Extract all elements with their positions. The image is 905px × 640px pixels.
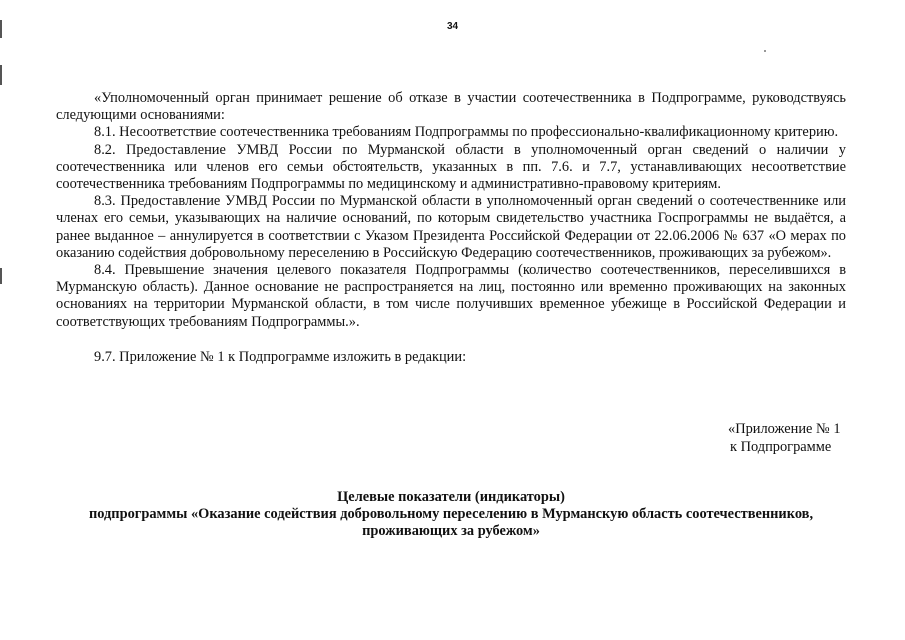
- section-heading: [56, 489, 846, 540]
- page-number: 34: [446, 21, 459, 32]
- paragraph-8-2: 8.2. Предоставление УМВД России по Мурманской области в уполномоченный орган сведений о наличии у соотечественника или членов его семьи обстоятельств, указанных в пп. 7.6. и 7.7, устанавливающих несоответствие соотечественника требованиям Подпрограммы по медицинскому и административно-правовому критериям.: [56, 141, 846, 193]
- paragraph-9-7: 9.7. Приложение № 1 к Подпрограмме изложить в редакции:: [94, 348, 467, 365]
- document-body: [56, 90, 846, 366]
- paragraph-8-1: 8.1. Несоответствие соотечественника требованиям Подпрограммы по профессионально-квалификационному критерию.: [94, 124, 839, 141]
- scan-edge-mark: [0, 268, 2, 284]
- paragraph-8-3: 8.3. Предоставление УМВД России по Мурманской области в уполномоченный орган сведений о соотечественнике или членах его семьи, указывающих на наличие оснований, по которым свидетельство участника Госпрограммы не выдаётся, а ранее выданное – аннулируется в соответствии с Указом Президента Российской Федерации от 22.06.2006 № 637 «О мерах по оказанию содействия добровольному переселению в Российскую Федерацию соотечественников, проживающих за рубежом».: [56, 193, 846, 261]
- heading-line-3: проживающих за рубежом»: [362, 523, 540, 539]
- appendix-subtitle: к Подпрограмме: [730, 439, 832, 455]
- appendix-title: «Приложение № 1: [728, 421, 841, 437]
- paragraph-8-4: 8.4. Превышение значения целевого показателя Подпрограммы (количество соотечественников, переселившихся в Мурманскую область). Данное основание не распространяется на лиц, постоянно или временно проживающих на законных основаниях на территории Мурманской области, в том числе получивших временное убежище в Российской Федерации и соответствующих требованиям Подпрограммы.».: [56, 262, 846, 330]
- scan-edge-mark: [0, 65, 2, 85]
- paragraph-gap: [56, 331, 846, 349]
- heading-line-2: подпрограммы «Оказание содействия добровольному переселению в Мурманскую область соотечественников,: [88, 506, 814, 522]
- appendix-note: [728, 420, 841, 456]
- heading-line-1: Целевые показатели (индикаторы): [337, 489, 565, 505]
- scan-dot: [764, 50, 766, 52]
- paragraph-intro: «Уполномоченный орган принимает решение об отказе в участии соотечественника в Подпрограмме, руководствуясь следующими основаниями:: [56, 90, 846, 124]
